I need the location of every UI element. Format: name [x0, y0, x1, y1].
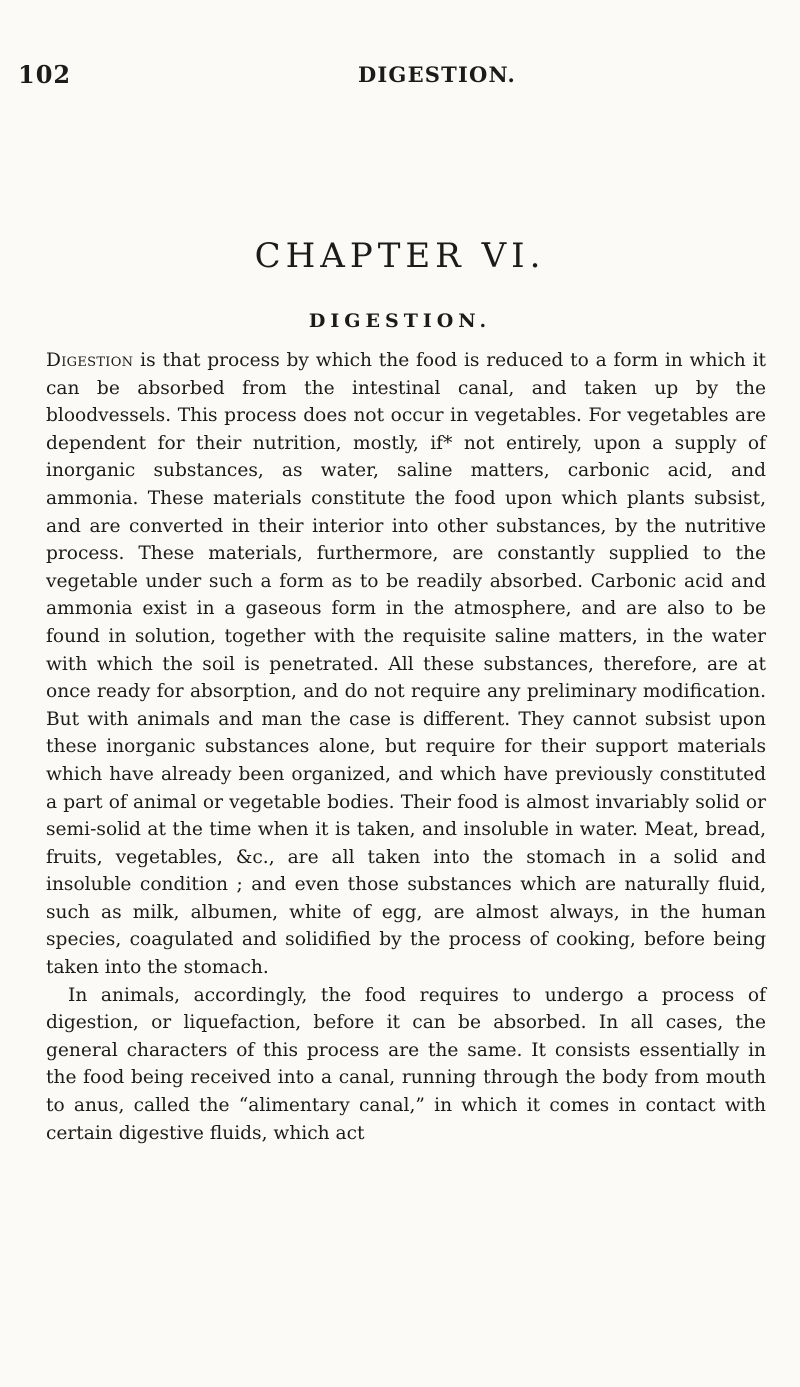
paragraph: [46, 347, 766, 982]
body-text: [46, 347, 766, 1147]
running-title: DIGESTION.: [358, 62, 517, 87]
paragraph-lead-word: Digestion: [46, 350, 134, 371]
chapter-heading: CHAPTER VI.: [254, 236, 546, 276]
chapter-subtitle: DIGESTION.: [308, 310, 492, 332]
paragraph-text: In animals, accordingly, the food requires to undergo a process of digestion, or liquefaction, before it can be absorbed. In all cases, the general characters of this process are the same. It consists essentially in the food being received into a canal, running through the body from mouth to anus, called the “alimentary canal,” in which it comes in contact with certain digestive fluids, which act: [46, 984, 766, 1144]
paragraph-text: is that process by which the food is reduced to a form in which it can be absorbed from the intestinal canal, and taken up by the bloodvessels. This process does not occur in vegetables. For vegetables are dependent for their nutrition, mostly, if* not entirely, upon a supply of inorganic substances, as water, saline matters, carbonic acid, and ammonia. These materials constitute the food upon which plants subsist, and are converted in their interior into other substances, by the nutritive process. These materials, furthermore, are constantly supplied to the vegetable under such a form as to be readily absorbed. Carbonic acid and ammonia exist in a gaseous form in the atmosphere, and are also to be found in solution, together with the requisite saline matters, in the water with which the soil is penetrated. All these substances, therefore, are at once ready for absorption, and do not require any preliminary modification. But with animals and man the case is different. They cannot subsist upon these inorganic substances alone, but require for their support materials which have already been organized, and which have previously constituted a part of animal or vegetable bodies. Their food is almost invariably solid or semi-solid at the time when it is taken, and insoluble in water. Meat, bread, fruits, vegetables, &c., are all taken into the stomach in a solid and insoluble condition ; and even those substances which are naturally fluid, such as milk, albumen, white of egg, are almost always, in the human species, coagulated and solidified by the process of cooking, before being taken into the stomach.: [46, 350, 766, 979]
paragraph: [46, 982, 766, 1148]
page-number: 102: [18, 60, 72, 89]
running-header: [18, 60, 782, 100]
